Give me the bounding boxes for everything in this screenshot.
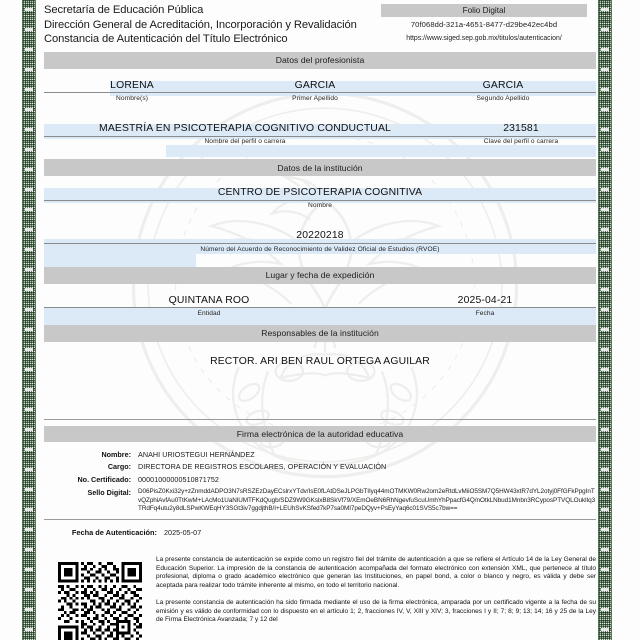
field-entidad-label: Entidad <box>197 309 221 317</box>
field-fecha <box>374 284 596 317</box>
firma-cargo-value: DIRECTORA DE REGISTROS ESCOLARES, OPERACIÓN Y EVALUACIÓN <box>138 462 387 472</box>
row-firma-cargo <box>44 462 596 471</box>
section-header-responsables: Responsables de la institución <box>44 325 596 342</box>
footer-region <box>44 556 596 640</box>
firma-certificado-key: No. Certificado: <box>77 474 131 484</box>
field-institucion-nombre-label: Nombre <box>307 202 333 210</box>
firma-certificado-value: 00001000000510871752 <box>138 474 219 484</box>
field-primer-apellido <box>220 69 410 102</box>
field-clave-value: 231581 <box>503 123 539 135</box>
row-lugar-fecha <box>44 284 596 317</box>
responsable-nombre: RECTOR. ARI BEN RAUL ORTEGA AGUILAR <box>210 355 430 367</box>
row-rvoe <box>44 219 596 252</box>
header-titles <box>44 3 357 47</box>
ornamental-border-right <box>598 0 612 640</box>
field-clave-label: Clave del perfil o carrera <box>483 138 559 146</box>
row-nombre-completo <box>44 69 596 102</box>
field-segundo-apellido-label: Segundo Apellido <box>476 95 530 103</box>
highlight-band-gap-lugar <box>44 253 196 267</box>
field-fecha-value: 2025-04-21 <box>457 294 513 306</box>
qr-code-wrap <box>44 556 152 640</box>
section-header-institucion: Datos de la institución <box>44 159 596 176</box>
highlight-band-gap-responsables <box>44 317 596 325</box>
firma-divider <box>44 519 596 520</box>
row-carrera <box>44 112 596 145</box>
firma-nombre-value: ANAHI URIOSTEGUI HERNÁNDEZ <box>138 449 255 459</box>
document-header <box>44 2 596 48</box>
field-entidad-value: QUINTANA ROO <box>168 294 250 306</box>
row-fecha-autenticacion <box>44 528 596 537</box>
legal-text-block <box>152 556 596 634</box>
header-line-direccion: Dirección General de Acreditación, Incorporación y Revalidación <box>44 18 357 31</box>
field-institucion-nombre-value: CENTRO DE PSICOTERAPIA COGNITIVA <box>217 187 423 199</box>
field-clave <box>446 112 596 145</box>
field-primer-apellido-label: Primer Apellido <box>292 95 338 103</box>
field-primer-apellido-value: GARCIA <box>294 79 336 91</box>
row-sello-digital <box>44 488 596 513</box>
field-nombres <box>44 69 220 102</box>
fecha-autenticacion-value: 2025-05-07 <box>164 528 202 538</box>
field-carrera <box>44 112 446 145</box>
field-institucion-nombre <box>44 176 596 209</box>
fecha-autenticacion-key: Fecha de Autenticación: <box>71 528 157 538</box>
folio-digital-label: Folio Digital <box>381 4 587 17</box>
section-header-lugar-fecha: Lugar y fecha de expedición <box>44 267 596 284</box>
folio-digital-value: 70f068dd-321a-4651-8477-d29be42ec4bd <box>410 19 558 29</box>
section-header-firma: Firma electrónica de la autoridad educativa <box>44 426 596 443</box>
sello-digital-key: Sello Digital: <box>87 488 131 498</box>
sello-digital-value: D06PisZ0Kxi32y+zZnmddADPO3N7sRSZEzDayECslrxYTdv/IsE0fLAtDSeJLPGbTIIyq44mOTMKW0Rw2om2eRtdLvMiiO5SM7Q5HW43xtR7dYL2otyj0FfGFkPpgInTvQZphlAvfAu0TtKwM+LAcMo1UaNlUMTFKdQugb/SDZ9W9GKslxB8SkVf79/XEmOeBN6RhNgevfuScuUmhYhPpacfG4Q/nOtkLNbud1Mnbn3RCyposPTVQLOuklIq3TRdFq4utu2y8dLSPwKWEqHY3SGt3iv7ggdjthB/I+LEUhSvKSfed7kP7sa0MI7peDQyv+PsEyYaq6c01SVS5c7bw== <box>138 488 596 512</box>
row-institucion-nombre <box>44 176 596 209</box>
document-body <box>44 52 596 537</box>
field-entidad <box>44 284 374 317</box>
section-header-profesionista: Datos del profesionista <box>44 52 596 69</box>
field-segundo-apellido-value: GARCIA <box>482 79 524 91</box>
field-fecha-label: Fecha <box>475 309 495 317</box>
qr-code-icon[interactable] <box>58 562 142 640</box>
row-firma-certificado <box>44 475 596 484</box>
header-line-constancia: Constancia de Autenticación del Título Electrónico <box>44 33 288 46</box>
field-nombres-value: LORENA <box>110 79 154 91</box>
folio-digital-block <box>374 4 594 42</box>
highlight-band-gap-institucion <box>166 145 596 157</box>
legal-paragraph-1: La presente constancia de autenticación se expide como un registro fiel del trámite de autenticación a que se refiere el Artículo 14 de la Ley General de Educación Superior. La impresión de la constancia de autenticación acompañada del formato electrónico con extensión XML, que pertenece al título profesional, diploma o grado académico electrónico que generan las Instituciones, en papel bond, a color o blanco y negro, es válida y debe ser aceptada para realizar todo trámite inherente al mismo, en todo el territorio nacional. <box>156 556 596 589</box>
field-rvoe-value: 20220218 <box>296 230 344 242</box>
field-rvoe <box>44 219 596 252</box>
header-line-secretaria: Secretaría de Educación Pública <box>44 4 204 16</box>
row-firma-nombre <box>44 450 596 459</box>
legal-paragraph-2: La presente constancia de autenticación ha sido firmada mediante el uso de la firma electrónica, amparada por un certificado vigente a la fecha de su emisión y es válido de conformidad con lo dispuesto en el artículo 1; 2, fracciones IV, V, XIII y XIV; 3, fracciones I y II; 7; 8; 9; 13; 14; 16 y 25 de la Ley de Firma Electrónica Avanzada; 7 y 12 del <box>156 599 596 623</box>
firma-cargo-key: Cargo: <box>107 462 131 472</box>
field-carrera-label: Nombre del perfil o carrera <box>204 138 286 146</box>
field-rvoe-label: Número del Acuerdo de Reconocimiento de Validez Oficial de Estudios (RVOE) <box>200 245 440 253</box>
field-carrera-value: MAESTRÍA EN PSICOTERAPIA COGNITIVO CONDUCTUAL <box>99 123 391 135</box>
verification-url[interactable]: https://www.siged.sep.gob.mx/titulos/autenticacion/ <box>406 34 562 42</box>
field-segundo-apellido <box>410 69 596 102</box>
firma-nombre-key: Nombre: <box>101 449 131 459</box>
field-nombres-label: Nombre(s) <box>115 95 149 103</box>
ornamental-border-left <box>22 0 36 640</box>
responsables-spacer <box>44 367 596 419</box>
